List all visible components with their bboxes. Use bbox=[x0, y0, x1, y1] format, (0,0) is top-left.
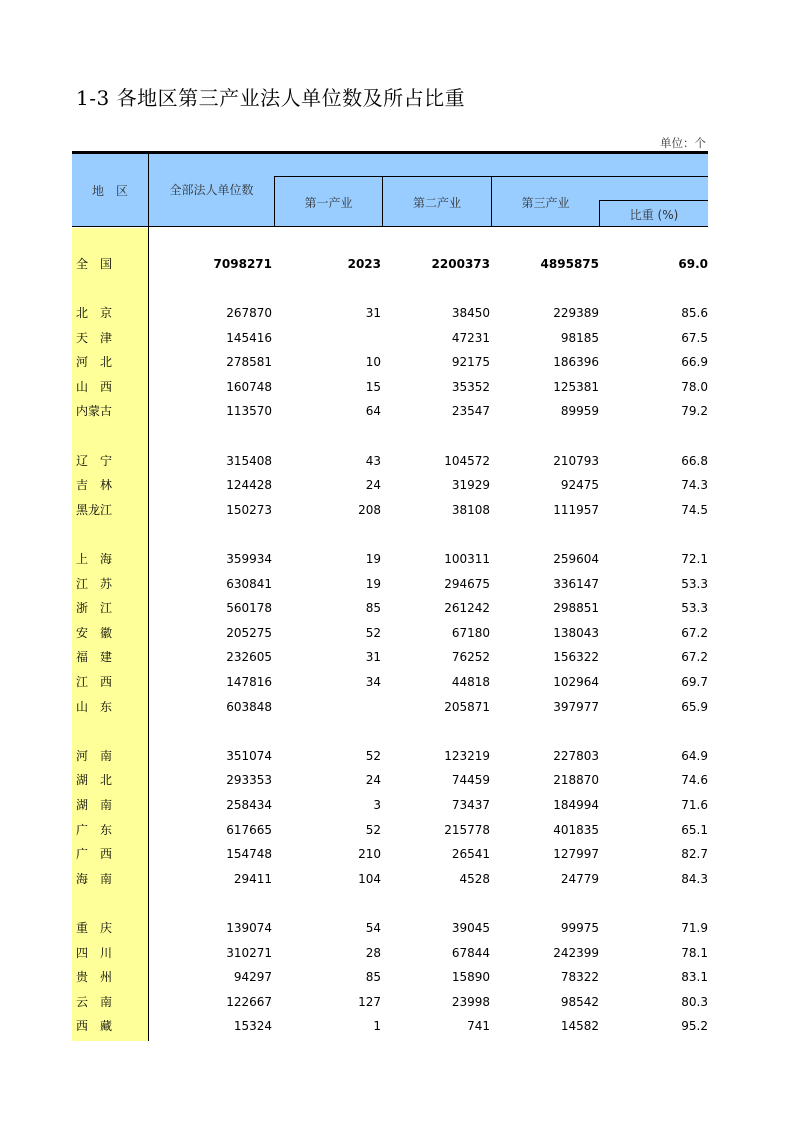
secondary-cell: 294675 bbox=[444, 576, 490, 591]
unit-label: 单位：个 bbox=[660, 136, 706, 150]
table-row bbox=[72, 992, 712, 1012]
total-cell: 145416 bbox=[226, 330, 272, 345]
table-row bbox=[72, 352, 712, 372]
secondary-cell: 15890 bbox=[451, 970, 490, 985]
region-name: 北 京 bbox=[76, 306, 113, 320]
tertiary-cell: 184994 bbox=[553, 798, 599, 812]
table-row bbox=[72, 623, 712, 643]
region-name: 海 南 bbox=[76, 871, 113, 886]
secondary-cell: 76252 bbox=[451, 650, 490, 665]
share-cell: 74.3 bbox=[681, 478, 708, 493]
primary-cell: 104 bbox=[358, 871, 381, 886]
primary-cell: 2023 bbox=[347, 257, 381, 271]
header-total: 全部法人单位数 bbox=[169, 182, 254, 197]
secondary-cell: 26541 bbox=[451, 847, 490, 862]
tertiary-cell: 336147 bbox=[553, 576, 599, 591]
header-top-border bbox=[72, 151, 708, 154]
region-name: 天 津 bbox=[76, 330, 113, 345]
share-cell: 72.1 bbox=[681, 552, 708, 566]
table-row bbox=[72, 377, 712, 397]
total-cell: 147816 bbox=[226, 675, 272, 689]
secondary-cell: 44818 bbox=[451, 675, 490, 689]
share-cell: 95.2 bbox=[681, 1019, 708, 1034]
region-name: 湖 南 bbox=[76, 798, 113, 812]
tertiary-cell: 111957 bbox=[553, 502, 599, 517]
region-name: 内蒙古 bbox=[76, 404, 113, 419]
total-cell: 29411 bbox=[233, 871, 272, 886]
tertiary-cell: 14582 bbox=[560, 1019, 599, 1034]
primary-cell: 19 bbox=[365, 576, 381, 591]
secondary-cell: 4528 bbox=[459, 871, 490, 886]
region-name: 黑龙江 bbox=[76, 502, 113, 517]
region-name: 湖 北 bbox=[76, 773, 113, 788]
tertiary-cell: 98542 bbox=[560, 994, 599, 1009]
total-cell: 630841 bbox=[226, 576, 272, 591]
tertiary-cell: 210793 bbox=[553, 453, 599, 468]
table-row bbox=[72, 328, 712, 348]
share-cell: 66.8 bbox=[681, 453, 708, 468]
region-name: 广 东 bbox=[76, 822, 113, 837]
secondary-cell: 104572 bbox=[444, 453, 490, 468]
primary-cell: 52 bbox=[365, 822, 381, 837]
header-tertiary: 第三产业 bbox=[521, 195, 570, 210]
total-cell: 113570 bbox=[226, 404, 272, 419]
share-cell: 71.6 bbox=[681, 798, 708, 812]
table-row bbox=[72, 672, 712, 692]
region-name: 贵 州 bbox=[76, 970, 113, 985]
total-cell: 278581 bbox=[226, 355, 272, 370]
tertiary-cell: 99975 bbox=[560, 921, 599, 935]
share-cell: 53.3 bbox=[681, 601, 708, 616]
table-row bbox=[72, 254, 712, 274]
tertiary-cell: 401835 bbox=[553, 822, 599, 837]
total-cell: 315408 bbox=[226, 453, 272, 468]
share-cell: 53.3 bbox=[681, 576, 708, 591]
total-cell: 124428 bbox=[226, 478, 272, 493]
region-name: 河 南 bbox=[76, 748, 113, 763]
primary-cell: 1 bbox=[373, 1019, 381, 1034]
total-cell: 359934 bbox=[226, 552, 272, 566]
secondary-cell: 123219 bbox=[444, 748, 490, 763]
share-cell: 79.2 bbox=[681, 404, 708, 419]
tertiary-cell: 298851 bbox=[553, 601, 599, 616]
tertiary-cell: 89959 bbox=[560, 404, 599, 419]
primary-cell: 85 bbox=[365, 601, 381, 616]
share-cell: 67.2 bbox=[681, 625, 708, 640]
region-name: 吉 林 bbox=[76, 478, 113, 493]
primary-cell: 52 bbox=[365, 625, 381, 640]
primary-cell: 43 bbox=[365, 453, 381, 468]
table-row bbox=[72, 549, 712, 569]
table-row bbox=[72, 401, 712, 421]
total-cell: 150273 bbox=[226, 502, 272, 517]
secondary-cell: 38108 bbox=[451, 502, 490, 517]
region-name: 河 北 bbox=[76, 355, 113, 370]
primary-cell: 208 bbox=[358, 502, 381, 517]
share-cell: 71.9 bbox=[681, 921, 708, 935]
secondary-cell: 2200373 bbox=[431, 257, 490, 271]
tertiary-cell: 229389 bbox=[553, 306, 599, 320]
primary-cell: 24 bbox=[365, 773, 381, 788]
total-cell: 617665 bbox=[226, 822, 272, 837]
primary-cell: 34 bbox=[365, 675, 381, 689]
total-cell: 15324 bbox=[233, 1019, 272, 1034]
secondary-cell: 47231 bbox=[451, 330, 490, 345]
region-name: 山 西 bbox=[76, 379, 113, 394]
region-name: 全 国 bbox=[76, 257, 113, 271]
tertiary-cell: 186396 bbox=[553, 355, 599, 370]
table-row bbox=[72, 647, 712, 667]
total-cell: 160748 bbox=[226, 379, 272, 394]
region-name: 西 藏 bbox=[76, 1019, 113, 1034]
region-name: 福 建 bbox=[76, 650, 113, 665]
table-row bbox=[72, 1016, 712, 1036]
tertiary-cell: 102964 bbox=[553, 675, 599, 689]
secondary-cell: 215778 bbox=[444, 822, 490, 837]
primary-cell: 54 bbox=[365, 921, 381, 935]
table-row bbox=[72, 967, 712, 987]
region-name: 安 徽 bbox=[76, 625, 113, 640]
secondary-cell: 92175 bbox=[451, 355, 490, 370]
primary-cell: 28 bbox=[365, 945, 381, 960]
secondary-cell: 67844 bbox=[451, 945, 490, 960]
total-cell: 560178 bbox=[226, 601, 272, 616]
share-cell: 65.1 bbox=[681, 822, 708, 837]
tertiary-cell: 24779 bbox=[560, 871, 599, 886]
region-name: 江 西 bbox=[76, 675, 113, 689]
share-cell: 69.0 bbox=[678, 257, 708, 271]
total-cell: 258434 bbox=[226, 798, 272, 812]
table-row bbox=[72, 844, 712, 864]
share-cell: 85.6 bbox=[681, 306, 708, 320]
share-sub-border bbox=[599, 200, 708, 201]
header-share: 比重 (%) bbox=[629, 207, 679, 222]
primary-cell: 64 bbox=[365, 404, 381, 419]
primary-cell: 24 bbox=[365, 478, 381, 493]
tertiary-cell: 397977 bbox=[553, 699, 599, 714]
secondary-cell: 23998 bbox=[451, 994, 490, 1009]
secondary-cell: 261242 bbox=[444, 601, 490, 616]
secondary-cell: 35352 bbox=[451, 379, 490, 394]
region-name: 上 海 bbox=[76, 552, 113, 566]
share-cell: 69.7 bbox=[681, 675, 708, 689]
tertiary-cell: 259604 bbox=[553, 552, 599, 566]
secondary-cell: 31929 bbox=[451, 478, 490, 493]
total-cell: 154748 bbox=[226, 847, 272, 862]
share-cell: 78.0 bbox=[681, 379, 708, 394]
total-cell: 7098271 bbox=[213, 257, 272, 271]
total-cell: 94297 bbox=[233, 970, 272, 985]
region-name: 辽 宁 bbox=[76, 453, 113, 468]
table-row bbox=[72, 697, 712, 717]
region-name: 云 南 bbox=[76, 994, 113, 1009]
secondary-cell: 100311 bbox=[444, 552, 490, 566]
table-row bbox=[72, 500, 712, 520]
table-row bbox=[72, 943, 712, 963]
page-title: 1-3 各地区第三产业法人单位数及所占比重 bbox=[76, 86, 466, 110]
table-row bbox=[72, 770, 712, 790]
tertiary-cell: 218870 bbox=[553, 773, 599, 788]
share-cell: 82.7 bbox=[681, 847, 708, 862]
tertiary-cell: 227803 bbox=[553, 748, 599, 763]
primary-cell: 127 bbox=[358, 994, 381, 1009]
primary-cell: 210 bbox=[358, 847, 381, 862]
primary-cell: 10 bbox=[365, 355, 381, 370]
region-name: 广 西 bbox=[76, 847, 113, 862]
total-cell: 603848 bbox=[226, 699, 272, 714]
primary-cell: 85 bbox=[365, 970, 381, 985]
secondary-cell: 67180 bbox=[451, 625, 490, 640]
header-secondary: 第二产业 bbox=[412, 195, 461, 210]
total-cell: 205275 bbox=[226, 625, 272, 640]
primary-cell: 15 bbox=[365, 379, 381, 394]
region-name: 江 苏 bbox=[76, 576, 113, 591]
secondary-cell: 205871 bbox=[444, 699, 490, 714]
table-row bbox=[72, 918, 712, 938]
primary-cell: 3 bbox=[373, 798, 381, 812]
table-row bbox=[72, 746, 712, 766]
share-cell: 67.2 bbox=[681, 650, 708, 665]
table-row bbox=[72, 869, 712, 889]
share-cell: 74.6 bbox=[681, 773, 708, 788]
secondary-cell: 73437 bbox=[451, 798, 490, 812]
region-name: 浙 江 bbox=[76, 601, 113, 616]
table-row bbox=[72, 820, 712, 840]
tertiary-cell: 98185 bbox=[560, 330, 599, 345]
secondary-cell: 741 bbox=[467, 1019, 490, 1034]
secondary-cell: 38450 bbox=[451, 306, 490, 320]
region-name: 四 川 bbox=[76, 945, 113, 960]
primary-cell: 31 bbox=[365, 306, 381, 320]
total-cell: 351074 bbox=[226, 748, 272, 763]
tertiary-cell: 127997 bbox=[553, 847, 599, 862]
total-cell: 139074 bbox=[226, 921, 272, 935]
total-cell: 293353 bbox=[226, 773, 272, 788]
share-cell: 67.5 bbox=[681, 330, 708, 345]
share-cell: 84.3 bbox=[681, 871, 708, 886]
total-cell: 122667 bbox=[226, 994, 272, 1009]
tertiary-cell: 138043 bbox=[553, 625, 599, 640]
table-row bbox=[72, 475, 712, 495]
total-cell: 232605 bbox=[226, 650, 272, 665]
total-cell: 267870 bbox=[226, 306, 272, 320]
header-primary: 第一产业 bbox=[304, 195, 353, 210]
tertiary-cell: 92475 bbox=[560, 478, 599, 493]
tertiary-cell: 125381 bbox=[553, 379, 599, 394]
table-row bbox=[72, 574, 712, 594]
region-name: 山 东 bbox=[76, 699, 113, 714]
primary-cell: 31 bbox=[365, 650, 381, 665]
table-row bbox=[72, 598, 712, 618]
secondary-cell: 23547 bbox=[451, 404, 490, 419]
share-cell: 78.1 bbox=[681, 945, 708, 960]
share-cell: 74.5 bbox=[681, 502, 708, 517]
share-cell: 66.9 bbox=[681, 355, 708, 370]
table-row bbox=[72, 303, 712, 323]
table-row bbox=[72, 795, 712, 815]
region-name: 重 庆 bbox=[76, 921, 113, 935]
tertiary-cell: 242399 bbox=[553, 945, 599, 960]
tertiary-cell: 156322 bbox=[553, 650, 599, 665]
share-cell: 83.1 bbox=[681, 970, 708, 985]
secondary-cell: 74459 bbox=[451, 773, 490, 788]
table-row bbox=[72, 451, 712, 471]
share-cell: 80.3 bbox=[681, 994, 708, 1009]
header-bottom-border bbox=[72, 226, 708, 227]
total-cell: 310271 bbox=[226, 945, 272, 960]
tertiary-cell: 4895875 bbox=[540, 257, 599, 271]
tertiary-cell: 78322 bbox=[560, 970, 599, 985]
secondary-cell: 39045 bbox=[451, 921, 490, 935]
primary-cell: 52 bbox=[365, 748, 381, 763]
header-region: 地 区 bbox=[91, 183, 128, 198]
primary-cell: 19 bbox=[365, 552, 381, 566]
share-cell: 64.9 bbox=[681, 748, 708, 763]
share-cell: 65.9 bbox=[681, 699, 708, 714]
